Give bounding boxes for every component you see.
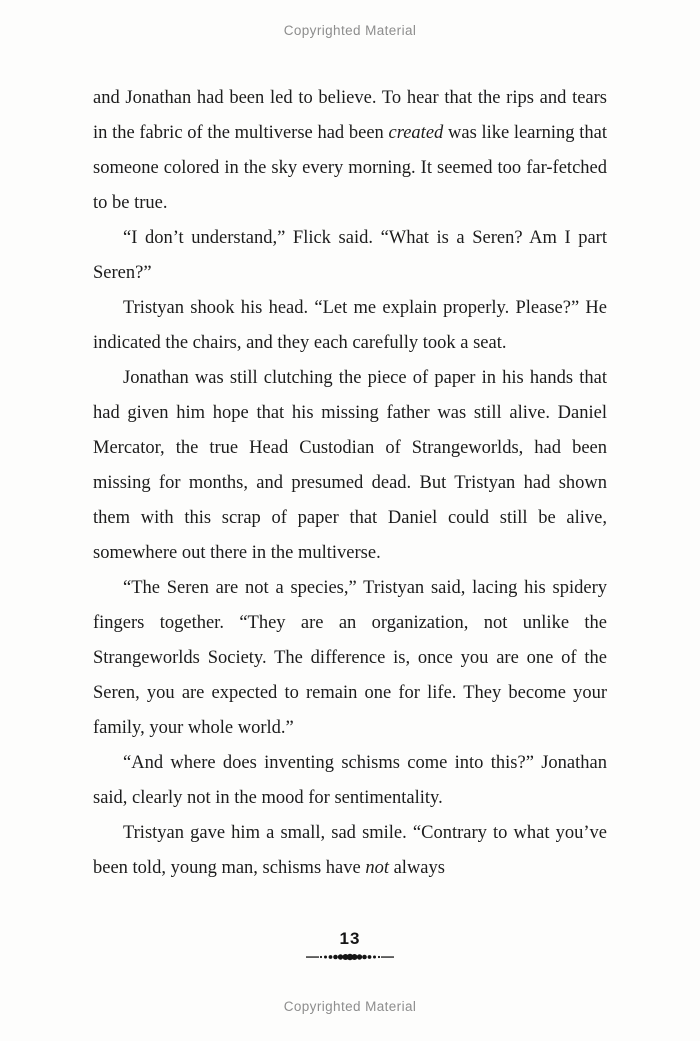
paragraph bbox=[93, 571, 607, 746]
text-run: “The Seren are not a species,” Tristyan said, lacing his spidery fingers together. “They are an organization, not unlike the Strangeworlds Society. The difference is, once you are one of the Seren, you are expected to remain one for life. They become your family, your whole world.” bbox=[93, 578, 607, 738]
page-footer bbox=[0, 929, 700, 962]
text-run: “I don’t understand,” Flick said. “What is a Seren? Am I part Seren?” bbox=[93, 228, 607, 283]
copyright-notice-bottom: Copyrighted Material bbox=[283, 999, 417, 1014]
text-run: Tristyan shook his head. “Let me explain properly. Please?” He indicated the chairs, and they each carefully took a seat. bbox=[93, 298, 607, 353]
text-run: was like learning that someone colored in the sky every morning. It seemed too far-fetched to be true. bbox=[93, 123, 607, 213]
paragraph bbox=[93, 221, 607, 291]
italic-text: not bbox=[365, 858, 389, 878]
copyright-notice-top: Copyrighted Material bbox=[283, 23, 417, 38]
text-run: and Jonathan had been led to believe. To hear that the rips and tears in the fabric of the multiverse had been bbox=[93, 88, 607, 143]
body-text bbox=[93, 81, 607, 886]
paragraph bbox=[93, 81, 607, 221]
paragraph bbox=[93, 291, 607, 361]
tapered-dot-divider-icon bbox=[306, 952, 394, 962]
paragraph bbox=[93, 816, 607, 886]
text-run: “And where does inventing schisms come into this?” Jonathan said, clearly not in the mood for sentimentality. bbox=[93, 753, 607, 808]
italic-text: created bbox=[388, 123, 444, 143]
paragraph bbox=[93, 361, 607, 571]
page-number: 13 bbox=[339, 929, 361, 948]
text-run: Jonathan was still clutching the piece of paper in his hands that had given him hope that his missing father was still alive. Daniel Mercator, the true Head Custodian of Strangeworlds, had been missing for months, and presumed dead. But Tristyan had shown them with this scrap of paper that Daniel could still be alive, somewhere out there in the multiverse. bbox=[93, 368, 607, 563]
text-run: Tristyan gave him a small, sad smile. “Contrary to what you’ve been told, young man, schisms have bbox=[93, 823, 607, 878]
text-run: always bbox=[388, 858, 445, 878]
paragraph bbox=[93, 746, 607, 816]
